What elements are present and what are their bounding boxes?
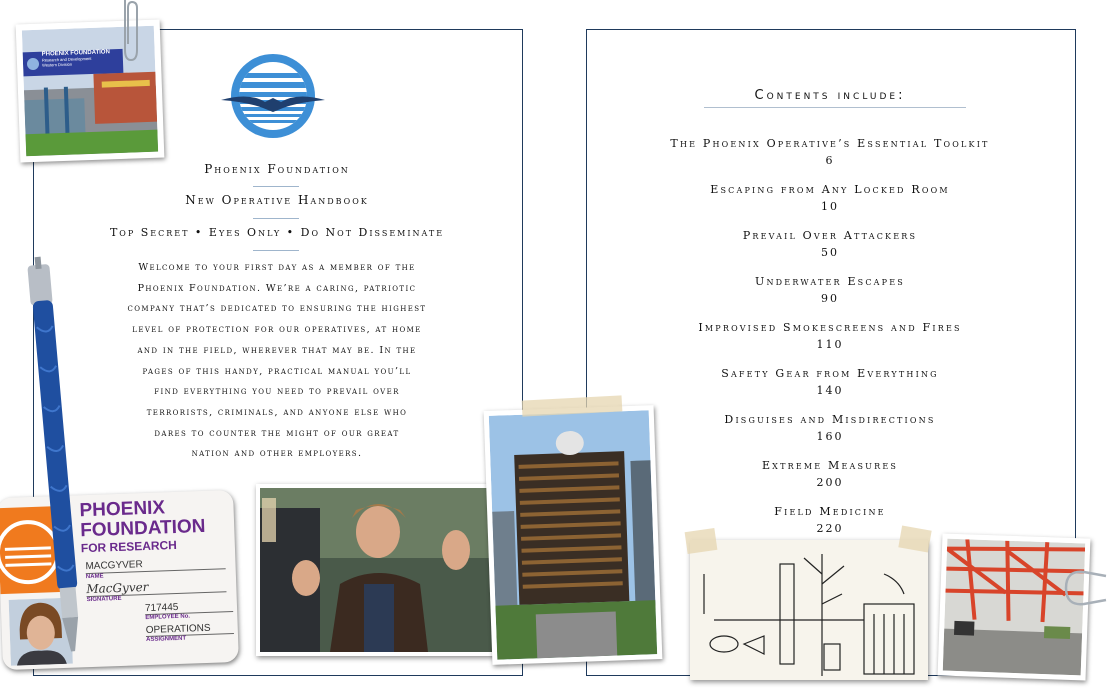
contents-underline [704,107,966,108]
card-name-value: MACGYVER [85,559,143,573]
handbook-title: New Operative Handbook [185,193,369,207]
sign-line-3: Western Division [41,61,73,68]
toc-entry[interactable] [586,135,1074,181]
card-org-line-3: FOR RESEARCH [80,537,178,556]
paperclip-icon [118,0,144,64]
table-of-contents [586,135,1074,549]
tape [685,528,718,554]
card-assignment-label: ASSIGNMENT [146,635,187,644]
toc-entry[interactable] [586,411,1074,457]
binder-clip-icon [1062,566,1108,610]
tape [262,498,276,542]
toc-entry-title: Disguises and Misdirections [724,413,936,426]
toc-entry[interactable] [586,319,1074,365]
pen-icon [14,256,100,656]
toc-entry-page: 160 [816,430,844,443]
headquarters-image [489,410,657,659]
toc-entry-page: 220 [816,522,844,535]
divider [253,250,299,251]
toc-entry[interactable] [586,365,1074,411]
intro-line: level of protection for our operatives, at home [132,324,422,336]
intro-line: company that’s dedicated to ensuring the highest [127,303,427,315]
toc-entry-title: Safety Gear from Everything [721,367,939,380]
toc-entry-page: 200 [816,476,844,489]
intro-line: nation and other employers. [191,448,363,460]
card-org-line-1: PHOENIX [79,497,166,522]
intro-line: Phoenix Foundation. We’re a caring, patriotic [137,282,417,294]
operative-image [260,488,492,652]
toc-entry-title: Prevail Over Attackers [742,229,918,242]
toc-entry-page: 90 [821,292,839,305]
phoenix-foundation-logo [219,52,327,140]
toolkit-sketch [690,540,928,680]
toc-entry-page: 50 [821,246,839,259]
intro-line: pages of this handy, practical manual you’ll [142,365,412,377]
classification-line: Top Secret • Eyes Only • Do Not Disseminate [109,226,445,239]
headquarters-photo [484,405,663,665]
card-org-line-2: FOUNDATION [79,515,206,542]
toc-entry-title: Extreme Measures [761,459,899,472]
card-employee-number: 717445 [144,601,179,615]
sign-line-1: PHOENIX FOUNDATION [41,49,110,58]
divider [253,218,299,219]
toc-entry-page: 6 [825,154,835,167]
card-name-label: NAME [85,573,104,581]
toc-entry[interactable] [586,457,1074,503]
toolkit-drawing [694,544,924,676]
toc-entry-page: 140 [816,384,844,397]
contents-title: Contents include: [754,88,906,103]
toc-entry-title: Underwater Escapes [755,275,905,288]
intro-line: and in the field, wherever that may be. In the [137,344,417,356]
card-employee-label: EMPLOYEE No. [145,613,191,622]
card-signature-value: MacGyver [86,579,149,597]
intro-paragraph [100,258,454,465]
intro-line: find everything you need to prevail over [154,386,400,398]
intro-line: dares to counter the might of our great [154,427,400,439]
toc-entry-title: Improvised Smokescreens and Fires [698,321,962,334]
sign-line-2: Research and Development [41,55,92,63]
card-signature-label: SIGNATURE [86,595,122,604]
toc-entry[interactable] [586,227,1074,273]
toc-entry-title: Escaping from Any Locked Room [710,183,950,196]
handbook-organization: Phoenix Foundation [204,162,350,176]
toc-entry[interactable] [586,181,1074,227]
toc-entry-title: Field Medicine [774,505,886,518]
toc-entry-page: 110 [816,338,844,351]
toc-entry-title: The Phoenix Operative’s Essential Toolkit [670,137,990,150]
toc-entry-page: 10 [821,200,839,213]
operative-photo [256,484,496,656]
toc-entry[interactable] [586,273,1074,319]
card-assignment-value: OPERATIONS [145,622,211,637]
intro-line: Welcome to your first day as a member of the [138,262,416,273]
divider [253,186,299,187]
intro-line: terrorists, criminals, and anyone else who [146,406,408,418]
